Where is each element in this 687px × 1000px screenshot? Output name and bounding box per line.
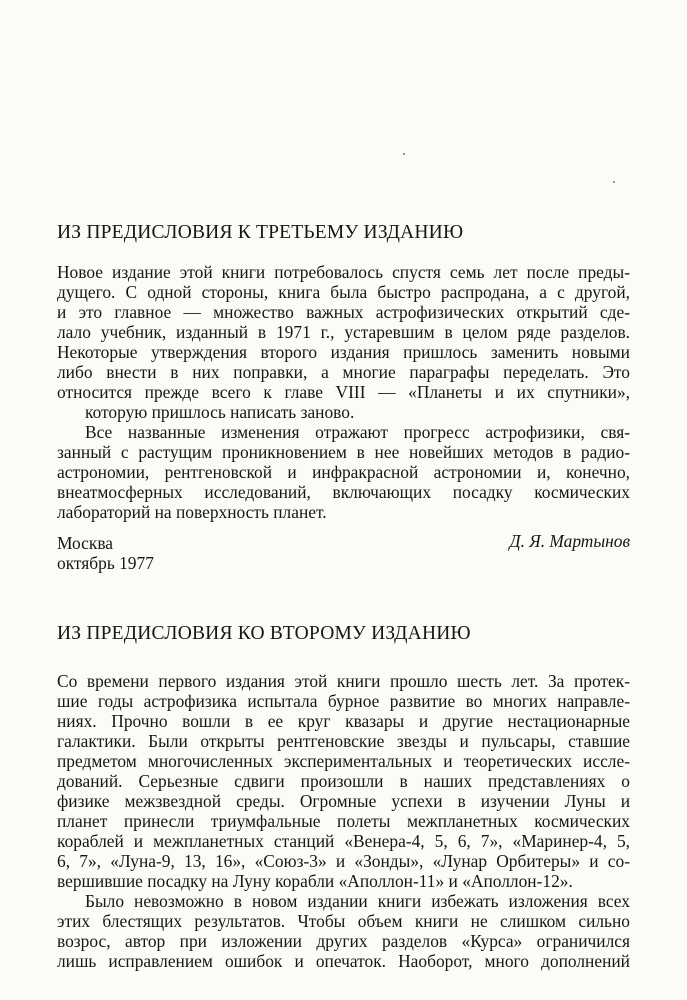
paragraph-line: Все названные изменения отражают прогресс астрофизики, свя-	[85, 422, 630, 442]
paragraph-line: лабораторий на поверхность планет.	[57, 502, 327, 522]
signature-author: Д. Я. Мартынов	[509, 531, 630, 551]
section-heading-third-edition: ИЗ ПРЕДИСЛОВИЯ К ТРЕТЬЕМУ ИЗДАНИЮ	[57, 222, 464, 243]
paragraph-line: дущего. С одной стороны, книга была быстро распродана, а с другой,	[57, 282, 630, 302]
paragraph-line: Новое издание этой книги потребовалось спустя семь лет после преды-	[57, 262, 630, 282]
paragraph-line: вершившие посадку на Луну корабли «Аполлон-11» и «Аполлон-12».	[57, 871, 573, 891]
section-heading-second-edition: ИЗ ПРЕДИСЛОВИЯ КО ВТОРОМУ ИЗДАНИЮ	[57, 623, 471, 644]
paragraph-line: планет принесли триумфальные полеты межпланетных космических	[57, 811, 630, 831]
paragraph-line: предметом многочисленных экспериментальных и теоретических иссле-	[57, 751, 630, 771]
paragraph-line: либо внести в них поправки, а многие параграфы переделать. Это	[57, 362, 630, 382]
paragraph-line: внеатмосферных исследований, включающих посадку космических	[57, 482, 630, 502]
paragraph-line: кораблей и межпланетных станций «Венера-4, 5, 6, 7», «Маринер-4, 5,	[57, 831, 630, 851]
paragraph-line: шие годы астрофизика испытала бурное развитие во многих направле-	[57, 691, 630, 711]
paragraph-line: лало учебник, изданный в 1971 г., устаревшим в целом ряде разделов.	[57, 322, 630, 342]
paragraph-line: этих блестящих результатов. Чтобы объем книги не слишком сильно	[57, 911, 630, 931]
paragraph-line: Было невозможно в новом издании книги избежать изложения всех	[85, 891, 630, 911]
paragraph-line: дований. Серьезные сдвиги произошли в наших представлениях о	[57, 771, 630, 791]
paragraph-line: которую пришлось написать заново.	[85, 402, 355, 422]
paragraph-line: и это главное — множество важных астрофизических открытий сде-	[57, 302, 630, 322]
signature-date: октябрь 1977	[57, 553, 154, 573]
paragraph-line: занный с растущим проникновением в нее новейших методов в радио-	[57, 442, 630, 462]
paragraph-line: лишь исправлением ошибок и опечаток. Наоборот, много дополнений	[57, 951, 630, 971]
paragraph-line: возрос, автор при изложении других разделов «Курса» ограничился	[57, 931, 630, 951]
paragraph-line: физике межзвездной среды. Огромные успехи в изучении Луны и	[57, 791, 630, 811]
print-speck	[613, 181, 615, 183]
paragraph-line: Некоторые утверждения второго издания пришлось заменить новыми	[57, 342, 630, 362]
print-speck	[403, 153, 405, 155]
paragraph-line: Со времени первого издания этой книги прошло шесть лет. За протек-	[57, 671, 630, 691]
paragraph-line: ниях. Прочно вошли в ее круг квазары и другие нестационарные	[57, 711, 630, 731]
signature-place: Москва	[57, 533, 114, 553]
paragraph-line: 6, 7», «Луна-9, 13, 16», «Союз-3» и «Зонды», «Лунар Орбитеры» и со-	[57, 851, 630, 871]
paragraph-line: относится прежде всего к главе VIII — «Планеты и их спутники»,	[57, 382, 630, 402]
paragraph-line: астрономии, рентгеновской и инфракрасной астрономии и, конечно,	[57, 462, 630, 482]
paragraph-line: галактики. Были открыты рентгеновские звезды и пульсары, ставшие	[57, 731, 630, 751]
